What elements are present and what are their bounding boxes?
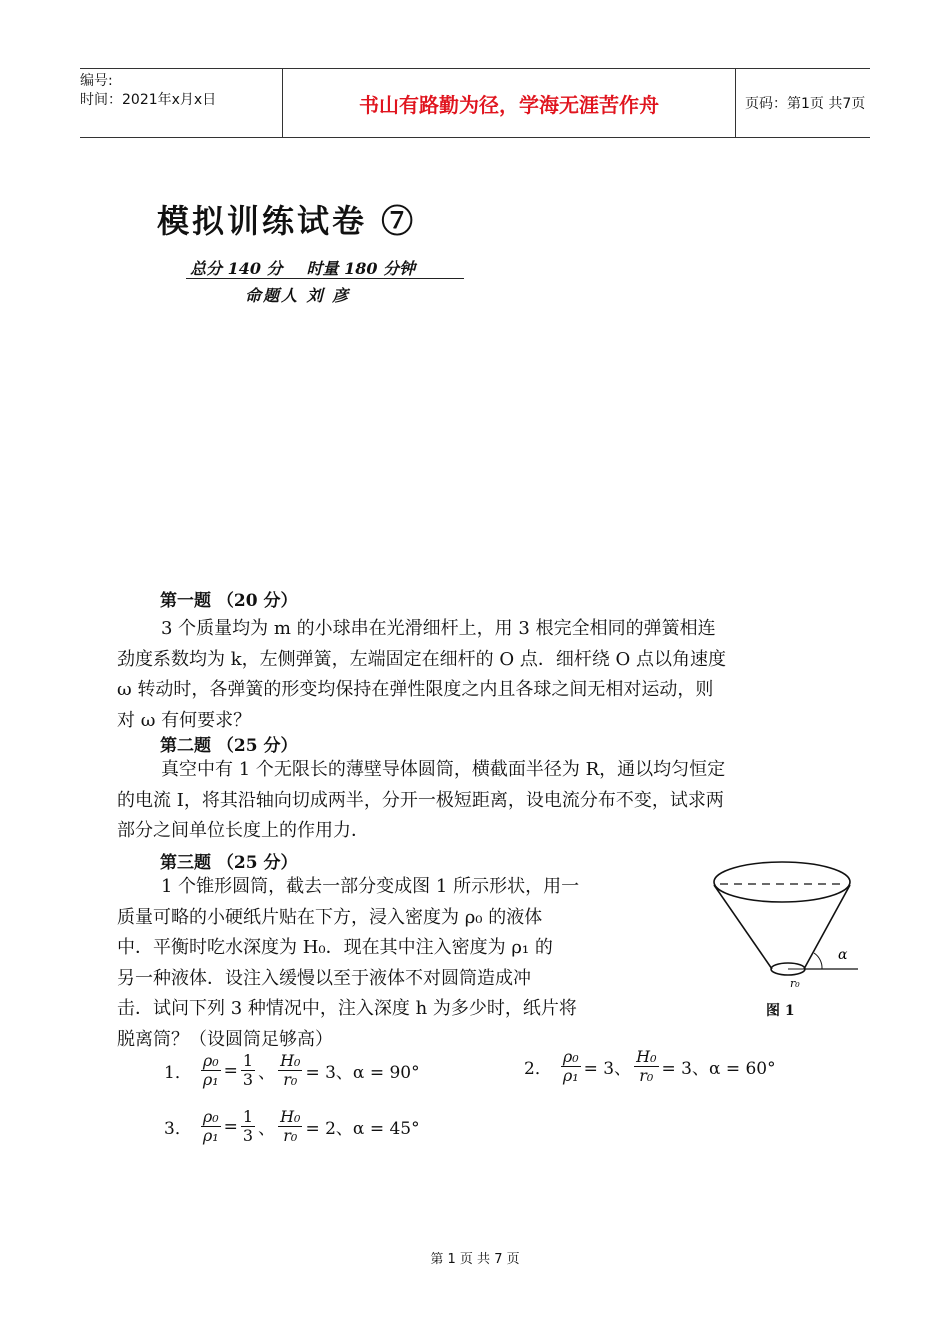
- depth-ratio: $\frac{\text{H₀}}{\text{r₀}}$: [280, 1051, 301, 1089]
- case-rest: = 2、α = 45°: [305, 1119, 420, 1139]
- separator: 、: [258, 1063, 276, 1083]
- ratio-value: $\frac{1}{3}$: [242, 1051, 254, 1089]
- question-1-body: [117, 614, 726, 736]
- header-page-info: 页码：第1页 共7页: [745, 96, 866, 112]
- question-3-line: 质量可略的小硬纸片贴在下方，浸入密度为 ρ₀ 的液体: [117, 906, 543, 928]
- separator: 、: [258, 1119, 276, 1139]
- question-1-line: 劲度系数均为 k，左侧弹簧，左端固定在细杆的 O 点．细杆绕 O 点以角速度: [117, 648, 727, 670]
- cone-top-rim: [714, 862, 850, 902]
- question-3-body: [117, 872, 579, 1055]
- author: 命题人 刘 彦: [245, 286, 351, 305]
- case-index: 2．: [524, 1059, 552, 1079]
- density-ratio: $\frac{\text{ρ₀}}{\text{ρ₁}}$: [202, 1107, 219, 1145]
- depth-ratio: $\frac{\text{H₀}}{\text{r₀}}$: [280, 1107, 301, 1145]
- equals: = 3、: [583, 1059, 632, 1079]
- subtitle-divider: [186, 278, 464, 279]
- question-1-line: ω 转动时，各弹簧的形变均保持在弹性限度之内且各球之间无相对运动，则: [117, 679, 714, 700]
- equals: =: [223, 1116, 238, 1137]
- question-2-heading: 第二题 （25 分）: [160, 736, 298, 756]
- header-motto: 书山有路勤为径，学海无涯苦作舟: [282, 69, 736, 137]
- cone-left-wall: [714, 885, 772, 969]
- depth-ratio: $\frac{\text{H₀}}{\text{r₀}}$: [636, 1047, 657, 1085]
- case-index: 1．: [164, 1063, 192, 1083]
- r0-label: r₀: [790, 977, 800, 990]
- time-limit: 时量 180 分钟: [306, 259, 416, 278]
- question-3-line: 脱离筒？（设圆筒足够高）: [117, 1028, 333, 1050]
- date-label: 时间：2021年x月x日: [80, 92, 217, 108]
- question-3-line: 1 个锥形圆筒，截去一部分变成图 1 所示形状，用一: [161, 876, 580, 897]
- case-2: [524, 1048, 776, 1085]
- alpha-label: α: [838, 947, 848, 963]
- case-rest: = 3、α = 90°: [305, 1063, 420, 1083]
- question-1-line: 3 个质量均为 m 的小球串在光滑细杆上，用 3 根完全相同的弹簧相连: [161, 618, 716, 639]
- case-rest: = 3、α = 60°: [661, 1059, 776, 1079]
- question-2-line: 部分之间单位长度上的作用力．: [117, 820, 369, 841]
- page-title: 模拟训练试卷 ⑦: [157, 202, 417, 240]
- ratio-value: $\frac{1}{3}$: [242, 1107, 254, 1145]
- total-score: 总分 140 分: [190, 259, 283, 278]
- question-2-body: [117, 755, 725, 847]
- figure-caption: 图 1: [766, 1003, 795, 1019]
- question-3-line: 另一种液体．设注入缓慢以至于液体不对圆筒造成冲: [117, 967, 531, 989]
- header-meta: [80, 69, 282, 140]
- equals: =: [223, 1060, 238, 1081]
- header-table: [80, 68, 870, 138]
- density-ratio: $\frac{\text{ρ₀}}{\text{ρ₁}}$: [202, 1051, 219, 1089]
- cone-figure: [710, 855, 860, 995]
- number-label: 编号:: [80, 73, 113, 89]
- question-3-line: 击．试问下列 3 种情况中，注入深度 h 为多少时，纸片将: [117, 998, 577, 1019]
- question-2-line: 的电流 I，将其沿轴向切成两半，分开一极短距离，设电流分布不变，试求两: [117, 789, 724, 811]
- question-3-line: 中．平衡时吃水深度为 H₀．现在其中注入密度为 ρ₁ 的: [117, 937, 553, 958]
- angle-arc: [814, 953, 822, 969]
- page-footer: 第 1 页 共 7 页: [430, 1252, 520, 1267]
- question-1-line: 对 ω 有何要求？: [117, 709, 252, 731]
- exam-info: [190, 256, 415, 279]
- question-3-heading: 第三题 （25 分）: [160, 853, 298, 873]
- case-index: 3．: [164, 1119, 192, 1139]
- question-1-heading: 第一题 （20 分）: [160, 591, 298, 611]
- density-ratio: $\frac{\text{ρ₀}}{\text{ρ₁}}$: [562, 1047, 579, 1085]
- case-1: [164, 1052, 420, 1089]
- question-2-line: 真空中有 1 个无限长的薄壁导体圆筒，横截面半径为 R，通以均匀恒定: [161, 759, 726, 780]
- case-3: [164, 1108, 420, 1145]
